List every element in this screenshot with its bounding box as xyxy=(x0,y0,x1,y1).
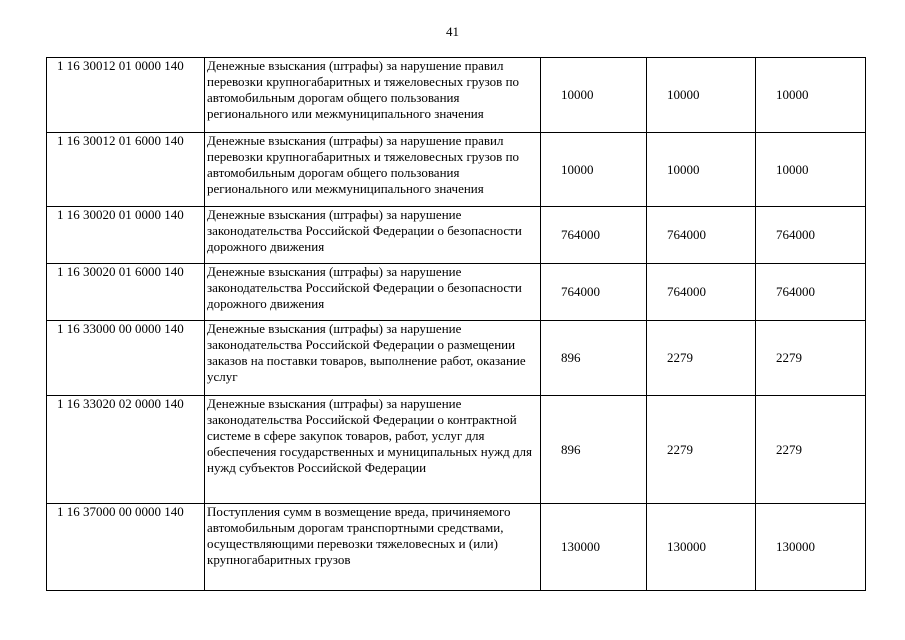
row-value-1: 764000 xyxy=(541,207,647,264)
row-description: Денежные взыскания (штрафы) за нарушение законодательства Российской Федерации о безопасности дорожного движения xyxy=(205,207,541,264)
row-code: 1 16 30020 01 6000 140 xyxy=(47,264,205,321)
row-code: 1 16 37000 00 0000 140 xyxy=(47,504,205,591)
table-row xyxy=(47,396,866,504)
row-value-1: 130000 xyxy=(541,504,647,591)
row-description: Денежные взыскания (штрафы) за нарушение правил перевозки крупногабаритных и тяжеловесных грузов по автомобильным дорогам общего пользования регионального или межмуниципального значения xyxy=(205,133,541,207)
row-value-1: 896 xyxy=(541,396,647,504)
row-value-1: 10000 xyxy=(541,58,647,133)
row-value-2: 2279 xyxy=(647,321,756,396)
row-value-2: 764000 xyxy=(647,264,756,321)
row-code: 1 16 30020 01 0000 140 xyxy=(47,207,205,264)
table-row xyxy=(47,207,866,264)
row-description: Денежные взыскания (штрафы) за нарушение законодательства Российской Федерации о безопасности дорожного движения xyxy=(205,264,541,321)
row-code: 1 16 30012 01 6000 140 xyxy=(47,133,205,207)
row-description: Денежные взыскания (штрафы) за нарушение правил перевозки крупногабаритных и тяжеловесных грузов по автомобильным дорогам общего пользования регионального или межмуниципального значения xyxy=(205,58,541,133)
row-value-2: 2279 xyxy=(647,396,756,504)
row-description: Денежные взыскания (штрафы) за нарушение законодательства Российской Федерации о контрактной системе в сфере закупок товаров, работ, услуг для обеспечения государственных и муниципальных нужд для нужд субъектов Российской Федерации xyxy=(205,396,541,504)
row-value-1: 896 xyxy=(541,321,647,396)
row-code: 1 16 33020 02 0000 140 xyxy=(47,396,205,504)
row-value-2: 130000 xyxy=(647,504,756,591)
row-value-3: 2279 xyxy=(756,321,866,396)
table-row xyxy=(47,504,866,591)
row-value-3: 130000 xyxy=(756,504,866,591)
row-description: Поступления сумм в возмещение вреда, причиняемого автомобильным дорогам транспортными средствами, осуществляющими перевозки тяжеловесных и (или) крупногабаритных грузов xyxy=(205,504,541,591)
row-value-1: 764000 xyxy=(541,264,647,321)
revenue-table xyxy=(46,57,866,591)
row-value-3: 764000 xyxy=(756,264,866,321)
table-row xyxy=(47,58,866,133)
row-value-1: 10000 xyxy=(541,133,647,207)
row-value-3: 10000 xyxy=(756,133,866,207)
page-number: 41 xyxy=(446,24,459,39)
row-code: 1 16 33000 00 0000 140 xyxy=(47,321,205,396)
row-code: 1 16 30012 01 0000 140 xyxy=(47,58,205,133)
table-row xyxy=(47,133,866,207)
row-description: Денежные взыскания (штрафы) за нарушение законодательства Российской Федерации о размещении заказов на поставки товаров, выполнение работ, оказание услуг xyxy=(205,321,541,396)
table-row xyxy=(47,264,866,321)
row-value-3: 10000 xyxy=(756,58,866,133)
row-value-3: 764000 xyxy=(756,207,866,264)
table-row xyxy=(47,321,866,396)
row-value-3: 2279 xyxy=(756,396,866,504)
row-value-2: 764000 xyxy=(647,207,756,264)
row-value-2: 10000 xyxy=(647,58,756,133)
row-value-2: 10000 xyxy=(647,133,756,207)
